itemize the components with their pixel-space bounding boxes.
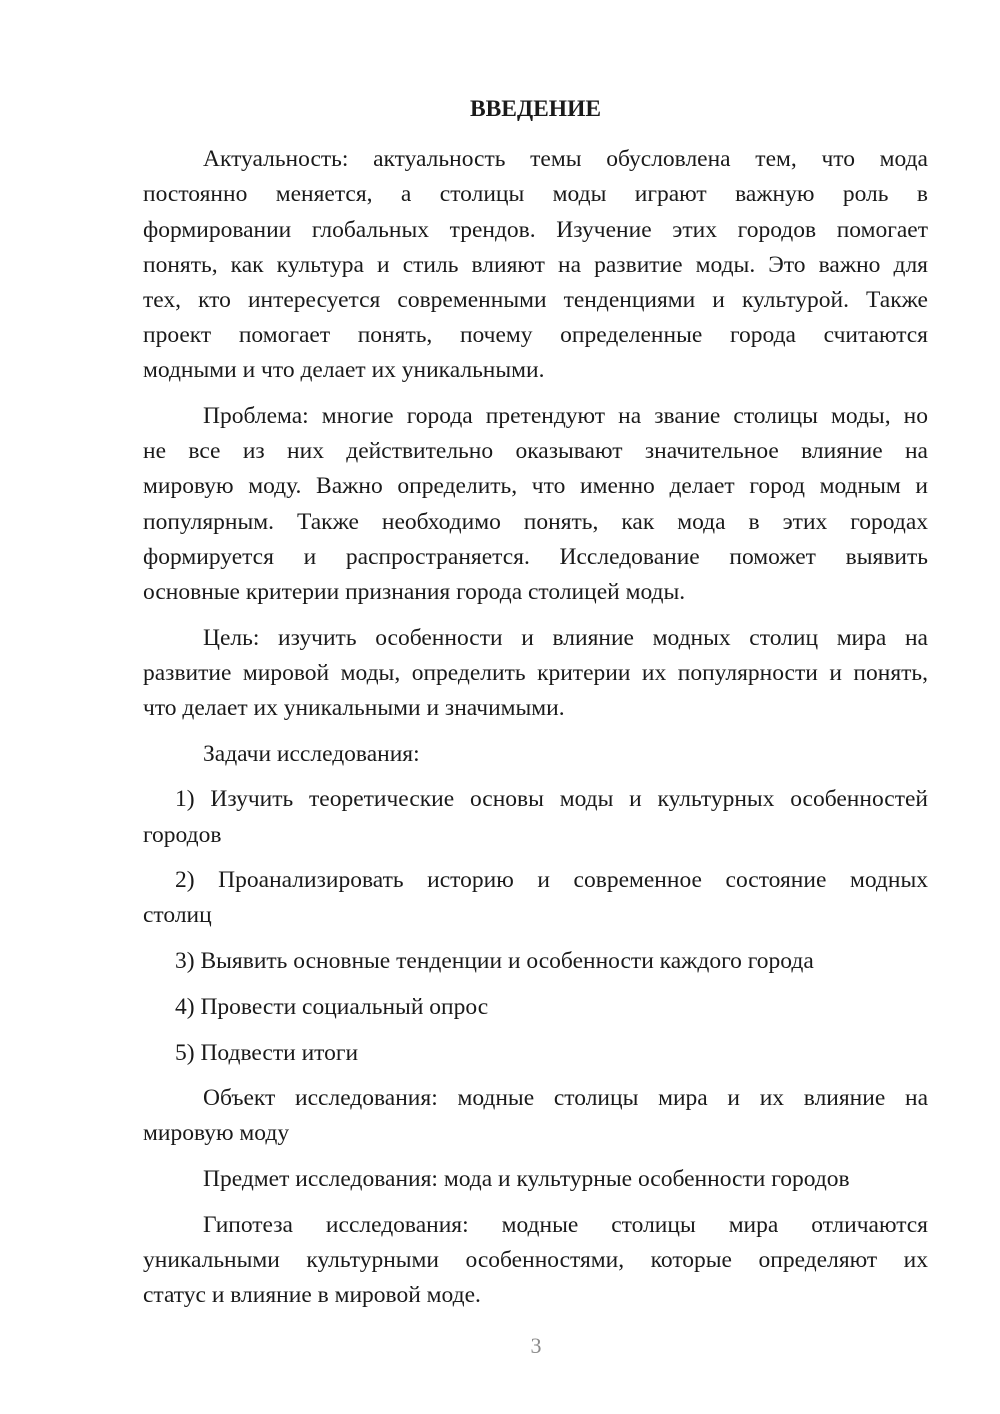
text-line: постоянно меняется, а столицы моды играют важную роль в (143, 181, 928, 208)
text-line: формировании глобальных трендов. Изучение этих городов помогает (143, 216, 928, 243)
task-list-item (143, 863, 928, 933)
paragraph (143, 737, 928, 772)
text-line: Объект исследования: модные столицы мира и их влияние на (203, 1085, 928, 1112)
paragraph (143, 621, 928, 727)
paragraph (143, 1208, 928, 1314)
text-line: мировую моду (143, 1120, 290, 1147)
task-list-item (143, 782, 928, 852)
text-line: Цель: изучить особенности и влияние модных столиц мира на (203, 624, 928, 651)
text-line: Задачи исследования: (203, 740, 420, 767)
text-line: популярным. Также необходимо понять, как мода в этих городах (143, 508, 928, 535)
text-line: тех, кто интересуется современными тенденциями и культурой. Также (143, 286, 928, 313)
text-line: уникальными культурными особенностями, которые определяют их (143, 1246, 928, 1273)
text-line: 5) Подвести итоги (175, 1039, 359, 1066)
text-line: понять, как культура и стиль влияют на развитие моды. Это важно для (143, 251, 928, 278)
text-line: проект помогает понять, почему определенные города считаются (143, 322, 928, 349)
task-list-item (143, 1036, 928, 1071)
task-list-item (143, 944, 928, 979)
text-line: Проблема: многие города претендуют на звание столицы моды, но (203, 403, 928, 429)
text-line: столиц (143, 902, 212, 929)
text-line: городов (143, 821, 222, 848)
document-page (143, 92, 928, 1324)
text-line: 1) Изучить теоретические основы моды и культурных особенностей (175, 786, 928, 813)
document-body (143, 142, 928, 1313)
text-line: основные критерии признания города столицей моды. (143, 578, 686, 605)
text-line: 3) Выявить основные тенденции и особенности каждого города (175, 948, 814, 975)
text-line: модными и что делает их уникальными. (143, 357, 545, 384)
paragraph (143, 399, 928, 610)
section-title: ВВЕДЕНИЕ (469, 96, 602, 122)
text-line: статус и влияние в мировой моде. (143, 1282, 481, 1309)
page-number: 3 (530, 1333, 542, 1358)
paragraph (143, 142, 928, 388)
text-line: что делает их уникальными и значимыми. (143, 695, 565, 721)
text-line: развитие мировой моды, определить критерии их популярности и понять, (143, 659, 928, 686)
task-list-item (143, 990, 928, 1025)
text-line: Актуальность: актуальность темы обусловлена тем, что мода (203, 146, 928, 173)
text-line: 2) Проанализировать историю и современное состояние модных (175, 867, 928, 894)
paragraph (143, 1081, 928, 1151)
text-line: 4) Провести социальный опрос (175, 993, 489, 1020)
text-line: Гипотеза исследования: модные столицы мира отличаются (203, 1211, 928, 1238)
text-line: Предмет исследования: мода и культурные особенности городов (203, 1166, 850, 1193)
text-line: не все из них действительно оказывают значительное влияние на (143, 438, 928, 465)
paragraph (143, 1162, 928, 1197)
text-line: мировую моду. Важно определить, что именно делает город модным и (143, 473, 928, 500)
text-line: формируется и распространяется. Исследование поможет выявить (143, 543, 928, 570)
